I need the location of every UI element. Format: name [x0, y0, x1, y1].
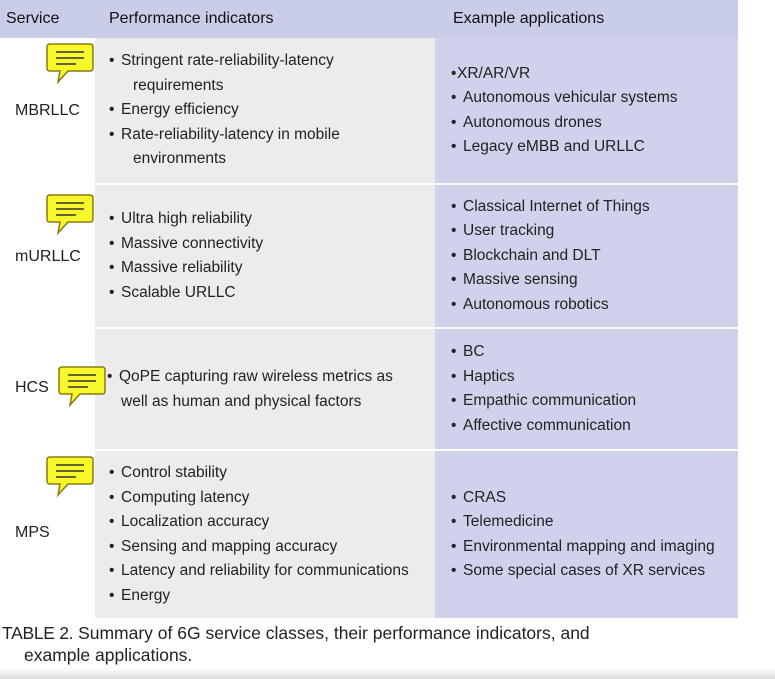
service-name: mURLLC [15, 248, 81, 265]
page-bottom-edge [0, 668, 775, 679]
list-item: • Localization accuracy [109, 510, 435, 535]
list-item: • Haptics [451, 365, 738, 390]
list-item: • Sensing and mapping accuracy [109, 535, 435, 560]
list-item: • Empathic communication [451, 389, 738, 414]
table-row-hcs [0, 329, 738, 449]
header-service: Service [0, 0, 95, 38]
table-caption [2, 622, 772, 666]
applications-cell [435, 451, 738, 618]
list-item: • Latency and reliability for communications [109, 559, 435, 584]
comment-icon[interactable] [46, 42, 94, 86]
performance-cell [95, 38, 435, 183]
table-row-mps [0, 451, 738, 618]
service-name: MBRLLC [15, 102, 80, 119]
list-item: • Scalable URLLC [109, 281, 435, 306]
list-item: • Massive connectivity [109, 232, 435, 257]
list-item: • Massive reliability [109, 256, 435, 281]
list-item: • XR/AR/VR [451, 62, 738, 87]
list-item: • Classical Internet of Things [451, 195, 738, 220]
list-item: • Control stability [109, 461, 435, 486]
caption-label: TABLE 2. [2, 623, 74, 643]
list-item-continuation: environments [133, 150, 227, 168]
list-item: • Ultra high reliability [109, 207, 435, 232]
list-item: • Blockchain and DLT [451, 244, 738, 269]
list-item-continuation: requirements [133, 76, 224, 94]
list-item: • Rate-reliability-latency in mobile [109, 123, 435, 148]
comment-icon[interactable] [46, 193, 94, 237]
service-name: HCS [15, 379, 49, 396]
list-item: • Some special cases of XR services [451, 559, 738, 584]
list-item: • Stringent rate-reliability-latency [109, 49, 435, 74]
list-item: • Autonomous drones [451, 111, 738, 136]
performance-cell [95, 185, 435, 327]
applications-cell [435, 38, 738, 183]
caption-text-line1: Summary of 6G service classes, their performance indicators, and [73, 623, 590, 643]
header-performance-indicators: Performance indicators [95, 0, 435, 38]
list-item: • Affective communication [451, 414, 738, 439]
list-item: • Computing latency [109, 486, 435, 511]
list-item: • Massive sensing [451, 268, 738, 293]
caption-text-line2: example applications. [24, 645, 193, 665]
list-item: • Telemedicine [451, 510, 738, 535]
performance-cell [95, 329, 435, 449]
applications-cell [435, 185, 738, 327]
list-item: • Energy [109, 584, 435, 609]
list-item: • QoPE capturing raw wireless metrics as [107, 365, 435, 390]
comment-icon[interactable] [46, 455, 94, 499]
table-row-mbrllc [0, 38, 738, 183]
list-item: • Autonomous robotics [451, 293, 738, 318]
table-row-murllc [0, 185, 738, 327]
list-item: • Energy efficiency [109, 98, 435, 123]
list-item: • User tracking [451, 219, 738, 244]
list-item: • Autonomous vehicular systems [451, 86, 738, 111]
list-item: • BC [451, 340, 738, 365]
list-item: • Environmental mapping and imaging [451, 535, 738, 560]
service-name: MPS [15, 524, 50, 541]
comment-icon[interactable] [58, 365, 106, 409]
list-item: • Legacy eMBB and URLLC [451, 135, 738, 160]
header-example-applications: Example applications [435, 0, 738, 38]
list-item: • CRAS [451, 486, 738, 511]
performance-cell [95, 451, 435, 618]
applications-cell [435, 329, 738, 449]
list-item-continuation: well as human and physical factors [121, 392, 362, 410]
